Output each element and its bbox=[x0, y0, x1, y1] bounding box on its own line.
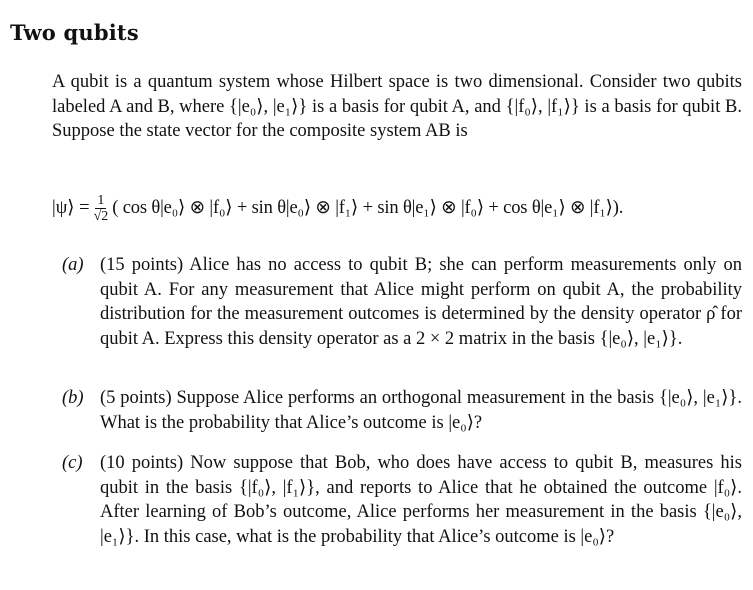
intro-paragraph: A qubit is a quantum system whose Hilbert space is two dimensional. Consider two qubits labeled A and B, where {|e₀⟩, |e₁⟩} is a basis for qubit A, and {|f₀⟩, |f₁⟩} is a basis for qubit B. Suppose the state vector for the composite system AB is bbox=[52, 72, 742, 141]
part-label: (a) bbox=[62, 255, 84, 275]
part-label: (b) bbox=[62, 388, 84, 408]
equation-rhs: ( cos θ|e₀⟩ ⊗ |f₀⟩ + sin θ|e₀⟩ ⊗ |f₁⟩ + sin θ|e₁⟩ ⊗ |f₀⟩ + cos θ|e₁⟩ ⊗ |f₁⟩). bbox=[112, 198, 624, 218]
fraction-numerator: 1 bbox=[97, 192, 105, 208]
equation-lhs: |ψ⟩ = bbox=[52, 198, 90, 218]
equation-fraction bbox=[92, 193, 111, 224]
part-text: (10 points) Now suppose that Bob, who does have access to qubit B, measures his qubit in the basis {|f₀⟩, |f₁⟩}, and reports to Alice that he obtained the outcome |f₀⟩. After learning of Bob’s outcome, Alice performs her measurement in the basis {|e₀⟩, |e₁⟩}. In this case, what is the probability that Alice’s outcome is |e₀⟩? bbox=[100, 453, 742, 547]
part-text: (5 points) Suppose Alice performs an orthogonal measurement in the basis {|e₀⟩, |e₁⟩}. What is the probability that Alice’s outcome is |e₀⟩? bbox=[100, 388, 742, 433]
part-text: (15 points) Alice has no access to qubit B; she can perform measurements only on qubit A. For any measurement that Alice might perform on qubit A, the probability distribution for the measurement outcomes is determined by the density operator ρ̂ for qubit A. Express this density operator as a 2 × 2 matrix in the basis {|e₀⟩, |e₁⟩}. bbox=[100, 255, 742, 349]
question-part-a bbox=[62, 253, 742, 351]
state-vector-equation bbox=[52, 186, 748, 230]
fraction-denominator: √2 bbox=[93, 208, 109, 224]
part-label: (c) bbox=[62, 453, 83, 473]
page-title: Two qubits bbox=[10, 20, 139, 45]
question-part-b bbox=[62, 386, 742, 435]
question-part-c bbox=[62, 451, 742, 549]
